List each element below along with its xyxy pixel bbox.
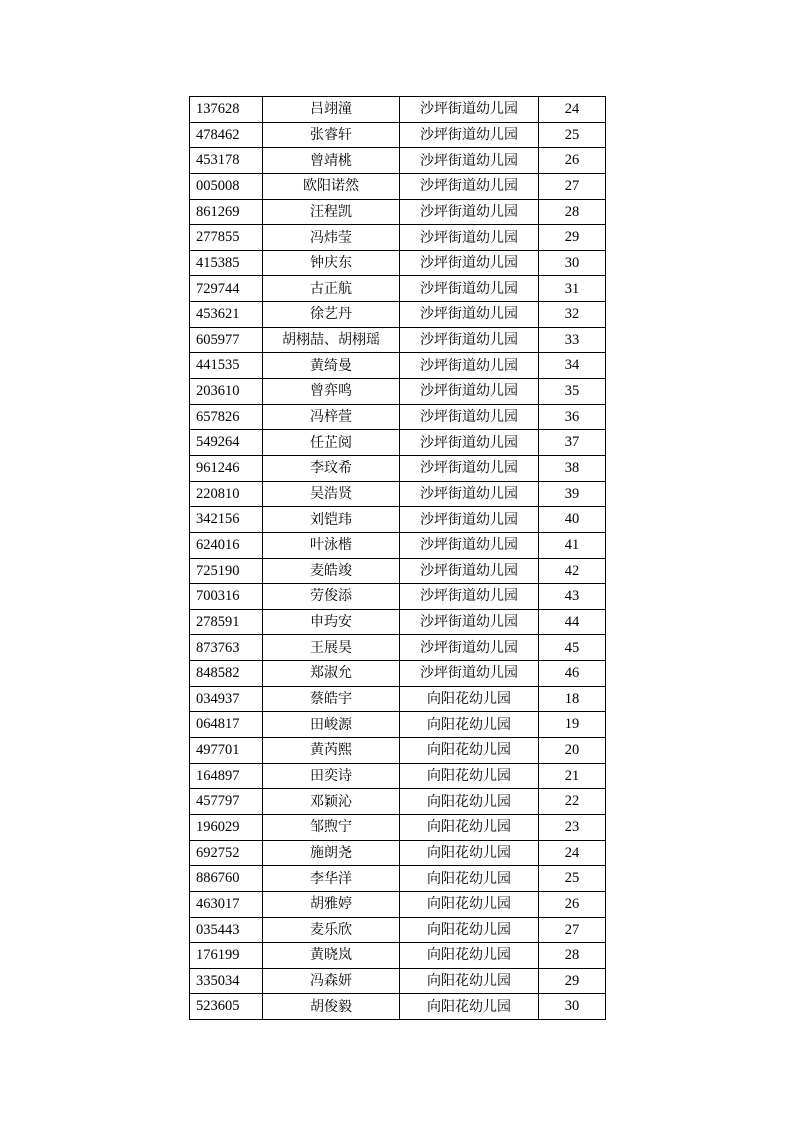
student-id-cell: 848582	[190, 661, 263, 687]
sequence-number-cell: 18	[539, 686, 606, 712]
table-row	[190, 943, 606, 969]
student-name-cell: 胡栩喆、胡栩瑶	[263, 327, 400, 353]
school-name-cell: 沙坪街道幼儿园	[400, 327, 539, 353]
table-row	[190, 558, 606, 584]
school-name-cell: 向阳花幼儿园	[400, 712, 539, 738]
school-name-cell: 向阳花幼儿园	[400, 891, 539, 917]
student-id-cell: 657826	[190, 404, 263, 430]
student-name-cell: 徐艺丹	[263, 302, 400, 328]
sequence-number-cell: 25	[539, 122, 606, 148]
student-id-cell: 220810	[190, 481, 263, 507]
sequence-number-cell: 29	[539, 968, 606, 994]
student-name-cell: 劳俊添	[263, 584, 400, 610]
table-row	[190, 917, 606, 943]
student-name-cell: 李华洋	[263, 866, 400, 892]
school-name-cell: 沙坪街道幼儿园	[400, 532, 539, 558]
sequence-number-cell: 40	[539, 507, 606, 533]
sequence-number-cell: 42	[539, 558, 606, 584]
student-id-cell: 035443	[190, 917, 263, 943]
school-name-cell: 沙坪街道幼儿园	[400, 302, 539, 328]
sequence-number-cell: 44	[539, 609, 606, 635]
student-id-cell: 164897	[190, 763, 263, 789]
table-row	[190, 199, 606, 225]
sequence-number-cell: 32	[539, 302, 606, 328]
student-name-cell: 汪程凯	[263, 199, 400, 225]
table-row	[190, 686, 606, 712]
sequence-number-cell: 23	[539, 814, 606, 840]
table-row	[190, 763, 606, 789]
sequence-number-cell: 27	[539, 173, 606, 199]
student-id-cell: 176199	[190, 943, 263, 969]
table-row	[190, 891, 606, 917]
table-row	[190, 532, 606, 558]
table-row	[190, 814, 606, 840]
table-row	[190, 840, 606, 866]
student-name-cell: 黄芮熙	[263, 738, 400, 764]
student-name-cell: 施朗尧	[263, 840, 400, 866]
school-name-cell: 沙坪街道幼儿园	[400, 507, 539, 533]
school-name-cell: 沙坪街道幼儿园	[400, 455, 539, 481]
school-name-cell: 向阳花幼儿园	[400, 943, 539, 969]
sequence-number-cell: 46	[539, 661, 606, 687]
student-id-cell: 278591	[190, 609, 263, 635]
sequence-number-cell: 29	[539, 225, 606, 251]
table-row	[190, 173, 606, 199]
table-row	[190, 609, 606, 635]
school-name-cell: 沙坪街道幼儿园	[400, 404, 539, 430]
sequence-number-cell: 27	[539, 917, 606, 943]
student-id-cell: 729744	[190, 276, 263, 302]
table-row	[190, 276, 606, 302]
sequence-number-cell: 35	[539, 379, 606, 405]
sequence-number-cell: 34	[539, 353, 606, 379]
school-name-cell: 向阳花幼儿园	[400, 763, 539, 789]
school-name-cell: 向阳花幼儿园	[400, 840, 539, 866]
table-row	[190, 738, 606, 764]
student-name-cell: 曾靖桃	[263, 148, 400, 174]
table-body	[190, 97, 606, 1020]
school-name-cell: 向阳花幼儿园	[400, 814, 539, 840]
student-name-cell: 张睿轩	[263, 122, 400, 148]
school-name-cell: 沙坪街道幼儿园	[400, 276, 539, 302]
table-row	[190, 250, 606, 276]
table-row	[190, 455, 606, 481]
student-name-cell: 任芷阅	[263, 430, 400, 456]
school-name-cell: 沙坪街道幼儿园	[400, 379, 539, 405]
table-row	[190, 866, 606, 892]
student-id-cell: 277855	[190, 225, 263, 251]
sequence-number-cell: 38	[539, 455, 606, 481]
table-row	[190, 661, 606, 687]
table-row	[190, 968, 606, 994]
student-name-cell: 冯梓萱	[263, 404, 400, 430]
student-name-cell: 古正航	[263, 276, 400, 302]
sequence-number-cell: 30	[539, 250, 606, 276]
table-row	[190, 379, 606, 405]
sequence-number-cell: 26	[539, 148, 606, 174]
table-row	[190, 584, 606, 610]
school-name-cell: 沙坪街道幼儿园	[400, 250, 539, 276]
school-name-cell: 沙坪街道幼儿园	[400, 173, 539, 199]
student-id-cell: 453178	[190, 148, 263, 174]
student-id-cell: 861269	[190, 199, 263, 225]
enrollment-table	[189, 96, 606, 1020]
student-id-cell: 523605	[190, 994, 263, 1020]
sequence-number-cell: 31	[539, 276, 606, 302]
school-name-cell: 沙坪街道幼儿园	[400, 584, 539, 610]
sequence-number-cell: 33	[539, 327, 606, 353]
student-id-cell: 005008	[190, 173, 263, 199]
school-name-cell: 向阳花幼儿园	[400, 968, 539, 994]
school-name-cell: 沙坪街道幼儿园	[400, 430, 539, 456]
table-row	[190, 430, 606, 456]
table-row	[190, 327, 606, 353]
sequence-number-cell: 22	[539, 789, 606, 815]
school-name-cell: 向阳花幼儿园	[400, 917, 539, 943]
table-row	[190, 635, 606, 661]
student-name-cell: 胡雅婷	[263, 891, 400, 917]
school-name-cell: 向阳花幼儿园	[400, 994, 539, 1020]
school-name-cell: 沙坪街道幼儿园	[400, 609, 539, 635]
student-name-cell: 刘铠玮	[263, 507, 400, 533]
school-name-cell: 沙坪街道幼儿园	[400, 148, 539, 174]
table-row	[190, 789, 606, 815]
student-name-cell: 蔡皓宇	[263, 686, 400, 712]
school-name-cell: 沙坪街道幼儿园	[400, 558, 539, 584]
student-name-cell: 田奕诗	[263, 763, 400, 789]
sequence-number-cell: 19	[539, 712, 606, 738]
table-row	[190, 481, 606, 507]
student-name-cell: 李玟希	[263, 455, 400, 481]
student-id-cell: 605977	[190, 327, 263, 353]
student-name-cell: 王展昊	[263, 635, 400, 661]
table-row	[190, 353, 606, 379]
student-id-cell: 034937	[190, 686, 263, 712]
student-id-cell: 335034	[190, 968, 263, 994]
table-row	[190, 148, 606, 174]
student-id-cell: 342156	[190, 507, 263, 533]
student-id-cell: 457797	[190, 789, 263, 815]
student-id-cell: 478462	[190, 122, 263, 148]
school-name-cell: 沙坪街道幼儿园	[400, 199, 539, 225]
sequence-number-cell: 37	[539, 430, 606, 456]
student-id-cell: 415385	[190, 250, 263, 276]
school-name-cell: 沙坪街道幼儿园	[400, 481, 539, 507]
sequence-number-cell: 21	[539, 763, 606, 789]
student-id-cell: 196029	[190, 814, 263, 840]
table-row	[190, 97, 606, 123]
student-name-cell: 冯炜莹	[263, 225, 400, 251]
sequence-number-cell: 24	[539, 97, 606, 123]
student-name-cell: 黄晓岚	[263, 943, 400, 969]
student-id-cell: 064817	[190, 712, 263, 738]
table-row	[190, 507, 606, 533]
student-id-cell: 463017	[190, 891, 263, 917]
sequence-number-cell: 43	[539, 584, 606, 610]
student-name-cell: 吴浩贤	[263, 481, 400, 507]
table-row	[190, 404, 606, 430]
student-name-cell: 麦乐欣	[263, 917, 400, 943]
sequence-number-cell: 39	[539, 481, 606, 507]
sequence-number-cell: 36	[539, 404, 606, 430]
school-name-cell: 向阳花幼儿园	[400, 789, 539, 815]
school-name-cell: 沙坪街道幼儿园	[400, 122, 539, 148]
sequence-number-cell: 24	[539, 840, 606, 866]
student-id-cell: 725190	[190, 558, 263, 584]
student-id-cell: 886760	[190, 866, 263, 892]
student-name-cell: 叶泳楷	[263, 532, 400, 558]
sequence-number-cell: 30	[539, 994, 606, 1020]
student-name-cell: 曾弈鸣	[263, 379, 400, 405]
student-id-cell: 497701	[190, 738, 263, 764]
student-id-cell: 203610	[190, 379, 263, 405]
sequence-number-cell: 28	[539, 943, 606, 969]
student-name-cell: 田峻源	[263, 712, 400, 738]
school-name-cell: 向阳花幼儿园	[400, 738, 539, 764]
table-row	[190, 994, 606, 1020]
student-name-cell: 邓颖沁	[263, 789, 400, 815]
student-name-cell: 欧阳诺然	[263, 173, 400, 199]
sequence-number-cell: 28	[539, 199, 606, 225]
school-name-cell: 沙坪街道幼儿园	[400, 97, 539, 123]
table-row	[190, 712, 606, 738]
school-name-cell: 向阳花幼儿园	[400, 866, 539, 892]
student-id-cell: 453621	[190, 302, 263, 328]
student-id-cell: 549264	[190, 430, 263, 456]
student-id-cell: 700316	[190, 584, 263, 610]
student-name-cell: 邹煦宁	[263, 814, 400, 840]
student-id-cell: 624016	[190, 532, 263, 558]
sequence-number-cell: 45	[539, 635, 606, 661]
student-name-cell: 麦皓竣	[263, 558, 400, 584]
table-row	[190, 302, 606, 328]
student-name-cell: 钟庆东	[263, 250, 400, 276]
school-name-cell: 沙坪街道幼儿园	[400, 635, 539, 661]
table-row	[190, 225, 606, 251]
student-name-cell: 胡俊毅	[263, 994, 400, 1020]
school-name-cell: 沙坪街道幼儿园	[400, 225, 539, 251]
sequence-number-cell: 20	[539, 738, 606, 764]
student-name-cell: 申玙安	[263, 609, 400, 635]
table-row	[190, 122, 606, 148]
sequence-number-cell: 26	[539, 891, 606, 917]
student-name-cell: 黄绮曼	[263, 353, 400, 379]
sequence-number-cell: 25	[539, 866, 606, 892]
student-id-cell: 873763	[190, 635, 263, 661]
student-id-cell: 137628	[190, 97, 263, 123]
school-name-cell: 沙坪街道幼儿园	[400, 353, 539, 379]
student-name-cell: 吕翊潼	[263, 97, 400, 123]
school-name-cell: 向阳花幼儿园	[400, 686, 539, 712]
sequence-number-cell: 41	[539, 532, 606, 558]
student-name-cell: 冯森妍	[263, 968, 400, 994]
school-name-cell: 沙坪街道幼儿园	[400, 661, 539, 687]
student-id-cell: 692752	[190, 840, 263, 866]
student-id-cell: 961246	[190, 455, 263, 481]
student-name-cell: 郑淑允	[263, 661, 400, 687]
student-id-cell: 441535	[190, 353, 263, 379]
